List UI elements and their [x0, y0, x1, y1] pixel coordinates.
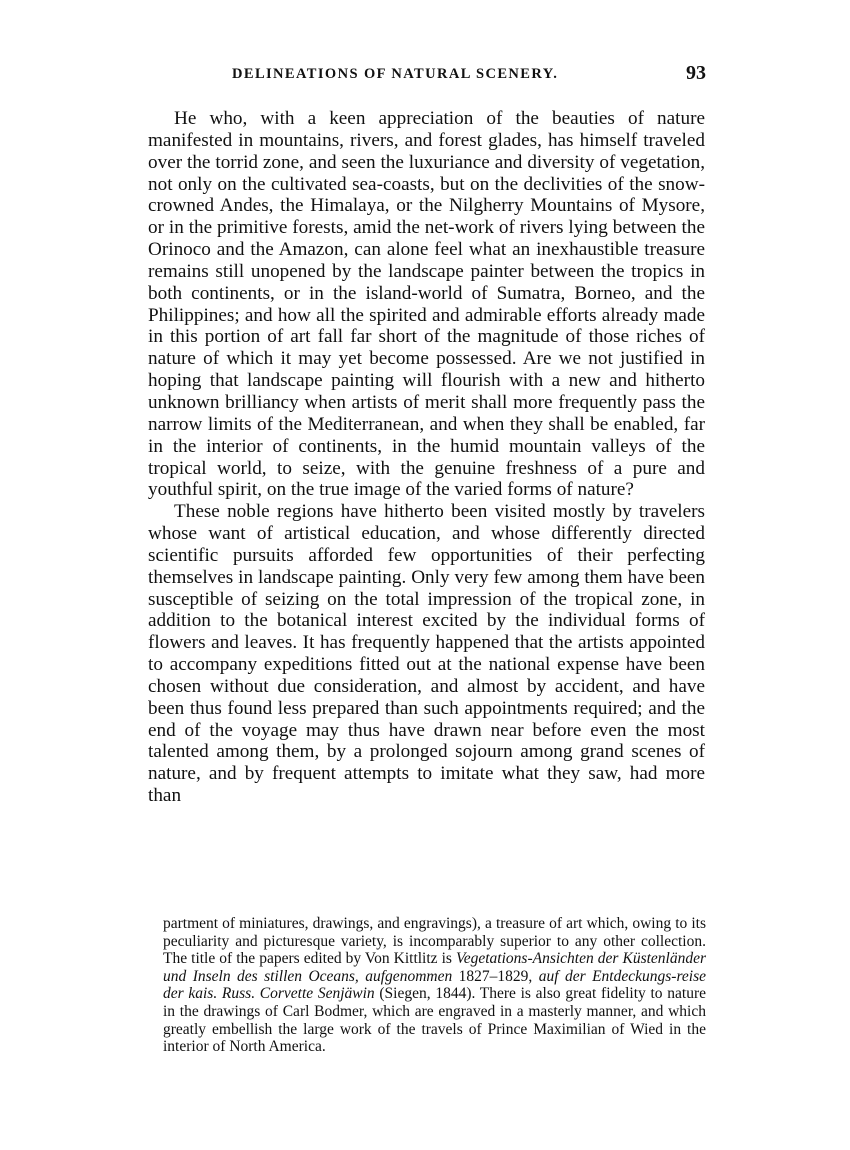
- footnote-text: [163, 915, 706, 1056]
- main-text: [148, 108, 705, 807]
- paragraph: These noble regions have hitherto been visited mostly by travelers whose want of artistical education, and whose differently directed scientific pursuits afforded few opportunities of their perfecting themselves in landscape painting. Only very few among them have been susceptible of seizing on the total impression of the tropical zone, in addition to the botanical interest excited by the individual forms of flowers and leaves. It has frequently happened that the artists appointed to accompany expeditions fitted out at the national expense have been chosen without due consideration, and almost by accident, and have been thus found less prepared than such appointments required; and the end of the voyage may thus have drawn near before even the most talented among them, by a prolonged sojourn among grand scenes of nature, and by frequent attempts to imitate what they saw, had more than: [148, 501, 705, 807]
- footnote: [163, 915, 706, 1056]
- footnote-title-italic: auf der Entdeckungs-reise der kais. Russ. Corvette Senjäwin: [163, 967, 706, 1003]
- footnote-segment: partment of miniatures, drawings, and engravings), a treasure of art which, owing to its peculiarity and picturesque variety, is incomparably superior to any other collection. The title of the papers edited by Von Kittlitz is: [163, 915, 706, 968]
- running-title: DELINEATIONS OF NATURAL SCENERY.: [232, 66, 559, 82]
- paragraph: He who, with a keen appreciation of the beauties of nature manifested in mountains, rivers, and forest glades, has himself traveled over the torrid zone, and seen the luxuriance and diversity of vegetation, not only on the cultivated sea-coasts, but on the declivities of the snow-crowned Andes, the Himalaya, or the Nilgherry Mountains of Mysore, or in the primitive forests, amid the net-work of rivers lying between the Orinoco and the Amazon, can alone feel what an inexhaustible treasure remains still unopened by the landscape painter between the tropics in both continents, or in the island-world of Sumatra, Borneo, and the Philippines; and how all the spirited and admirable efforts already made in this portion of art fall far short of the magnitude of those riches of nature of which it may yet become possessed. Are we not justified in hoping that landscape painting will flourish with a new and hitherto unknown brilliancy when artists of merit shall more frequently pass the narrow limits of the Mediterranean, and when they shall be enabled, far in the interior of continents, in the humid mountain valleys of the tropical world, to seize, with the genuine freshness of a pure and youthful spirit, on the true image of the varied forms of nature?: [148, 108, 705, 501]
- page-header: [150, 64, 706, 88]
- footnote-segment: (Siegen, 1844). There is also great fidelity to nature in the drawings of Carl Bodmer, which are engraved in a masterly manner, and which greatly embellish the large work of the travels of Prince Maximilian of Wied in the interior of North America.: [163, 985, 706, 1056]
- page-number: 93: [686, 62, 706, 84]
- footnote-title-italic: Vegetations-Ansichten der Küstenländer und Inseln des stillen Oceans, aufgenommen: [163, 950, 707, 985]
- footnote-segment: 1827–1829,: [452, 967, 539, 985]
